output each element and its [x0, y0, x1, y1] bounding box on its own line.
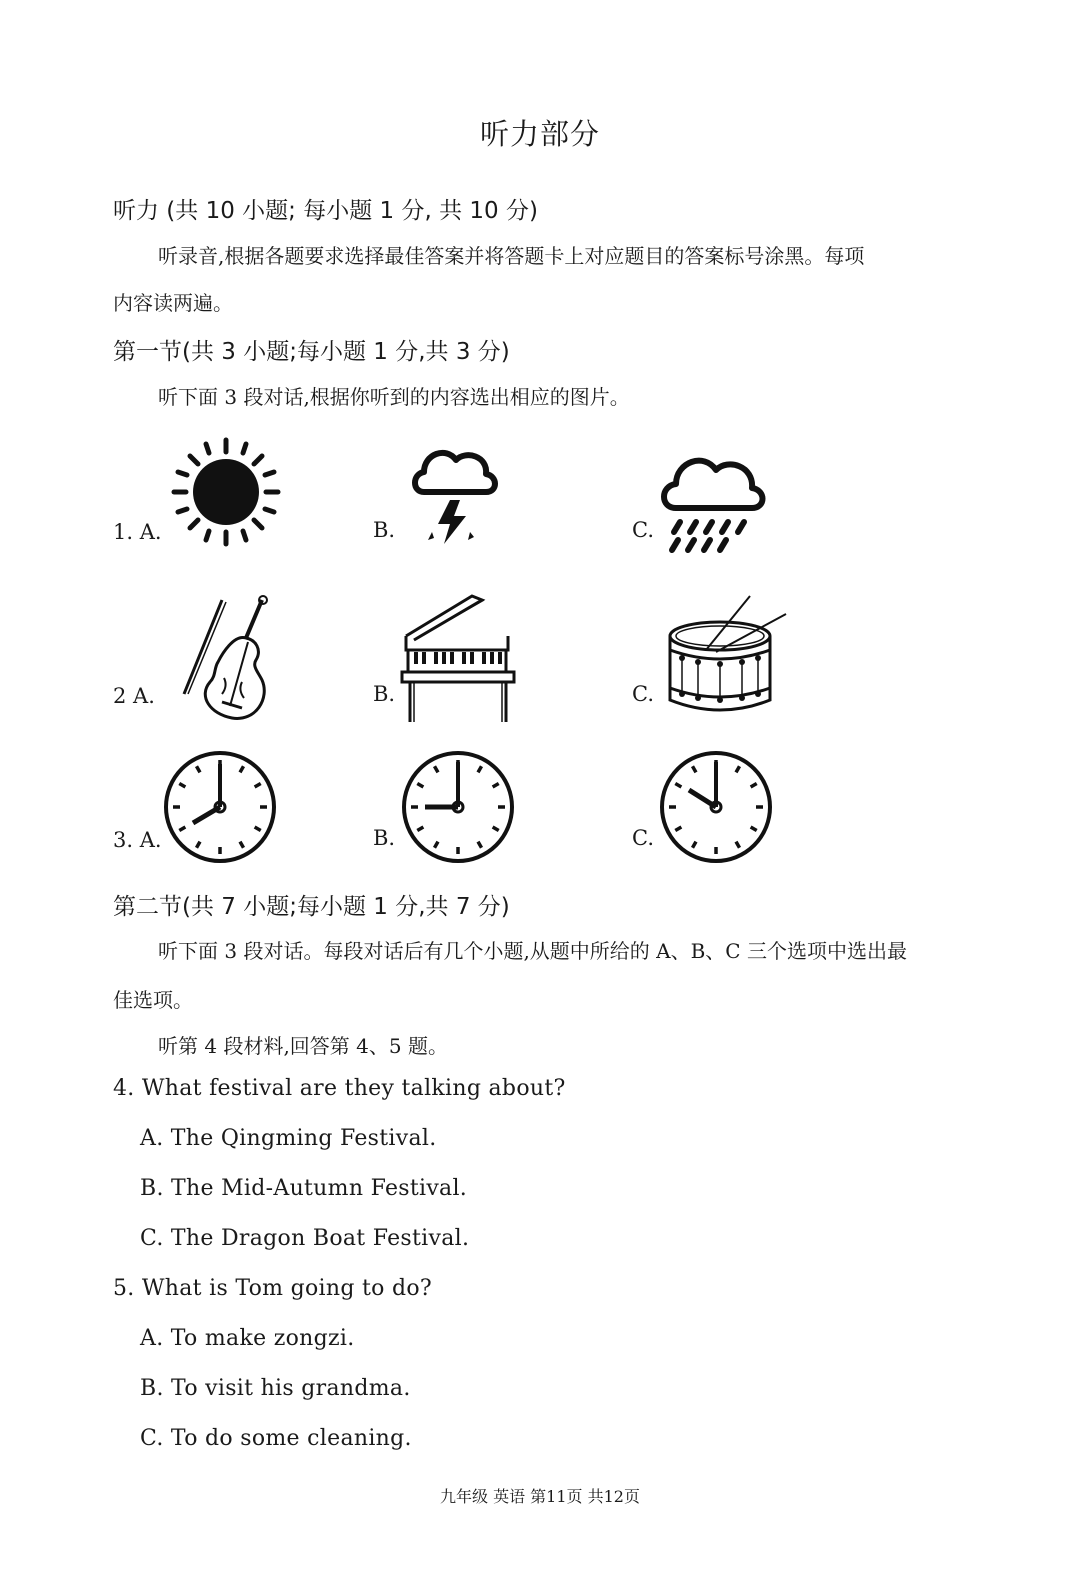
violin-icon [176, 594, 276, 726]
part1-instruction: 听下面 3 段对话,根据你听到的内容选出相应的图片。 [158, 385, 630, 409]
clock-tick [478, 766, 482, 772]
instructions-line2: 内容读两遍。 [113, 291, 233, 315]
q5-question: 5. What is Tom going to do? [113, 1276, 433, 1301]
clock-tick [493, 827, 499, 831]
q4-option-b: B. The Mid-Autumn Festival. [140, 1176, 468, 1201]
page-title: 听力部分 [479, 117, 600, 151]
clock-ten-icon [659, 750, 773, 864]
clock-tick [179, 784, 185, 788]
q4-option-c: C. The Dragon Boat Festival. [140, 1226, 470, 1251]
part2-instruction-line1: 听下面 3 段对话。每段对话后有几个小题,从题中所给的 A、B、C 三个选项中选出最 [158, 939, 907, 963]
q3-label-c: C. [632, 826, 654, 850]
sun-icon [170, 436, 282, 548]
q1-label-b: B. [373, 518, 396, 542]
rain-icon [658, 446, 766, 556]
section-header: 听力 (共 10 小题; 每小题 1 分, 共 10 分) [113, 198, 538, 224]
clock-tick [435, 842, 439, 848]
clock-tick [478, 842, 482, 848]
q3-label-a: 3. A. [113, 828, 162, 852]
clock-tick [417, 827, 423, 831]
clock-tick [675, 784, 681, 788]
clock-tick [197, 766, 201, 772]
part2-header: 第二节(共 7 小题;每小题 1 分,共 7 分) [113, 894, 510, 920]
page-footer: 九年级 英语 第11页 共12页 [440, 1487, 640, 1506]
q2-label-a: 2 A. [113, 684, 155, 708]
clock-tick [493, 784, 499, 788]
part2-instruction-line2: 佳选项。 [113, 988, 193, 1012]
clock-eight-icon [163, 750, 277, 864]
q5-option-c: C. To do some cleaning. [140, 1426, 412, 1451]
clock-tick [435, 766, 439, 772]
clock-tick [417, 784, 423, 788]
clock-tick [240, 766, 244, 772]
q4-option-a: A. The Qingming Festival. [140, 1126, 437, 1151]
clock-tick [736, 766, 740, 772]
clock-nine-icon [401, 750, 515, 864]
clock-tick [240, 842, 244, 848]
clock-tick [736, 842, 740, 848]
clock-tick [179, 827, 185, 831]
thunderstorm-icon [410, 440, 500, 550]
clock-tick [675, 827, 681, 831]
q5-option-b: B. To visit his grandma. [140, 1376, 411, 1401]
q5-option-a: A. To make zongzi. [140, 1326, 355, 1351]
clock-tick [693, 842, 697, 848]
q1-label-a: 1. A. [113, 520, 162, 544]
clock-tick [751, 827, 757, 831]
drum-icon [666, 592, 790, 718]
q2-label-c: C. [632, 682, 654, 706]
instructions-line1: 听录音,根据各题要求选择最佳答案并将答题卡上对应题目的答案标号涂黑。每项 [158, 244, 865, 268]
q2-label-b: B. [373, 682, 396, 706]
q4-question: 4. What festival are they talking about? [113, 1076, 566, 1101]
clock-tick [197, 842, 201, 848]
clock-tick [693, 766, 697, 772]
part1-header: 第一节(共 3 小题;每小题 1 分,共 3 分) [113, 339, 510, 365]
piano-icon [400, 590, 516, 726]
clock-tick [255, 827, 261, 831]
q1-label-c: C. [632, 518, 654, 542]
clock-tick [751, 784, 757, 788]
clock-tick [255, 784, 261, 788]
q3-label-b: B. [373, 826, 396, 850]
part2-material: 听第 4 段材料,回答第 4、5 题。 [158, 1034, 448, 1058]
